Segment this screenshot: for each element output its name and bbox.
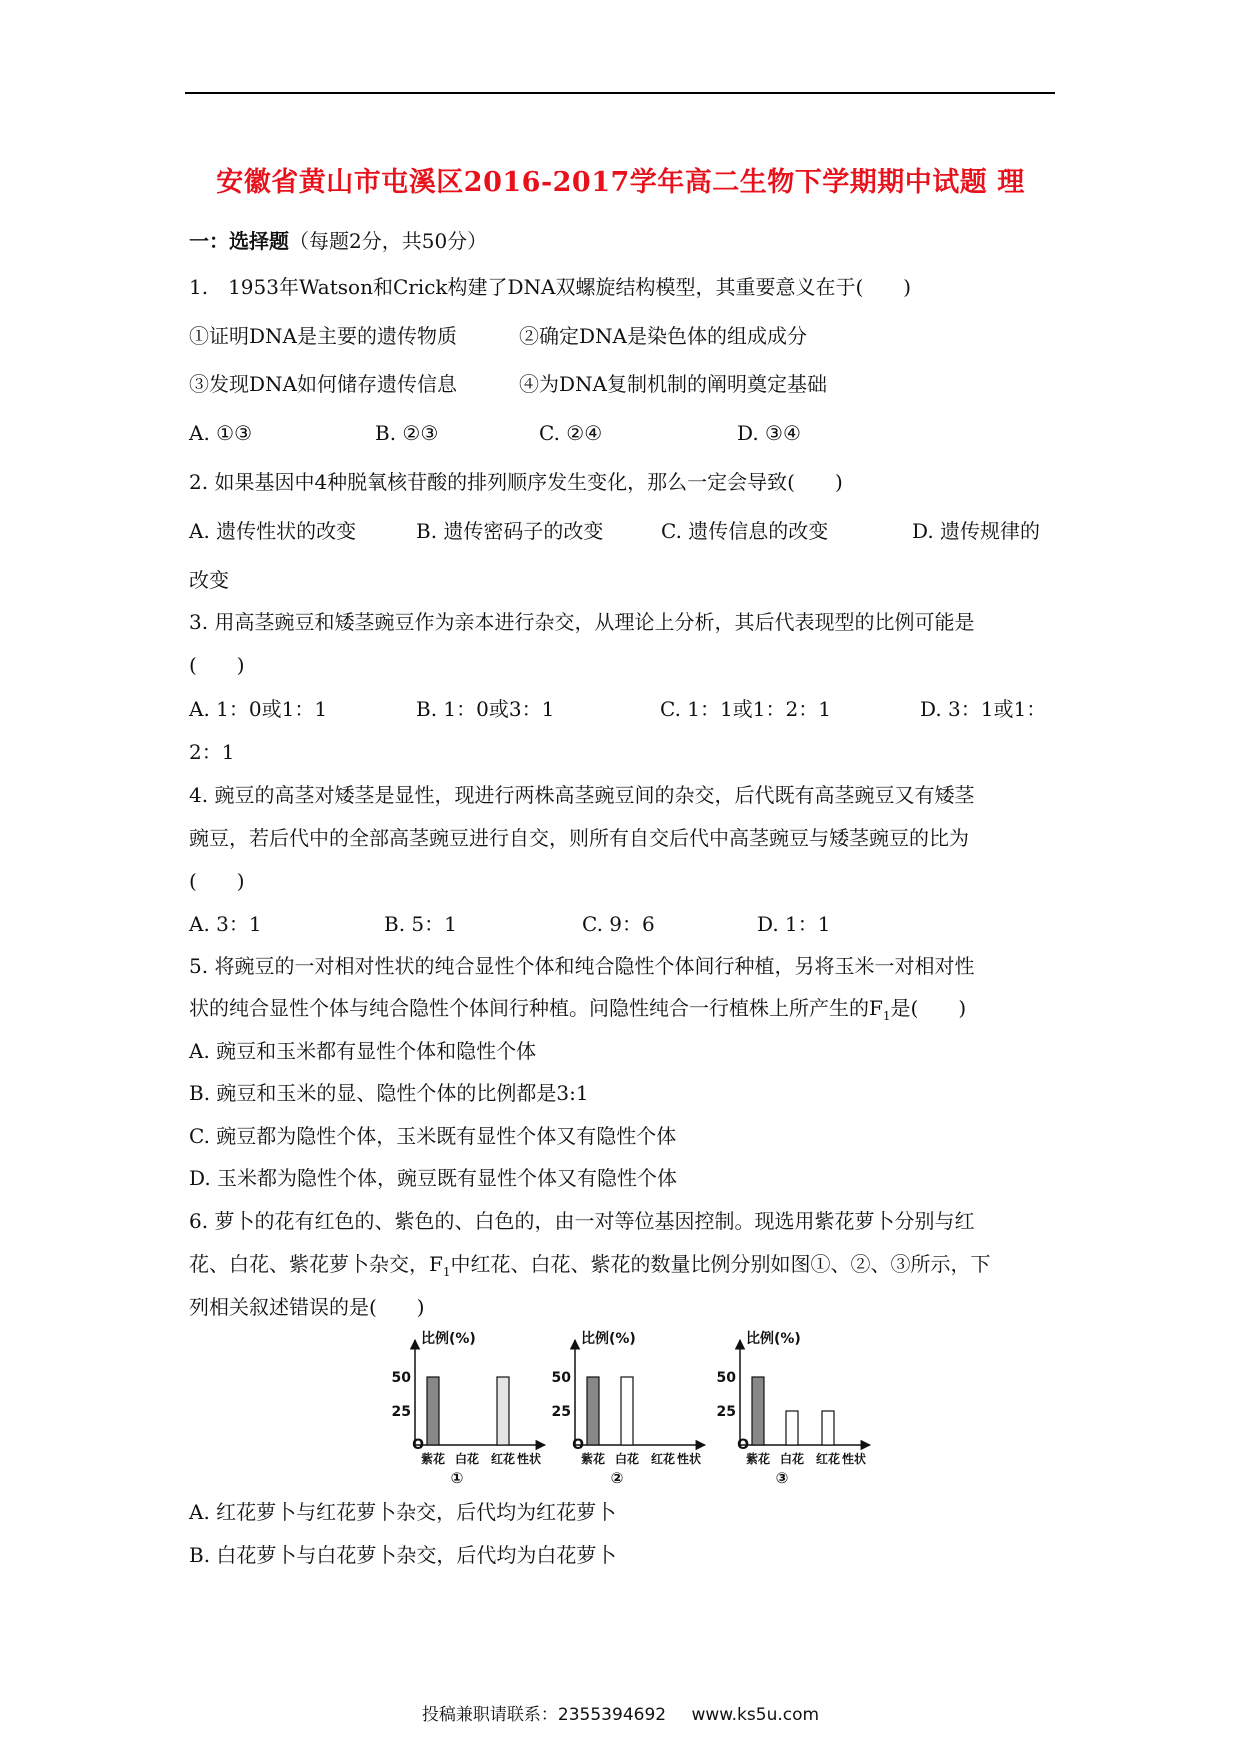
header-rule	[185, 92, 1055, 94]
q1-statement-4: ④为DNA复制机制的阐明奠定基础	[519, 372, 827, 396]
chart-x-label: 性状	[516, 1452, 542, 1466]
q4-option-c: C. 9：6	[582, 912, 655, 936]
q5-option-c: C. 豌豆都为隐性个体，玉米既有显性个体又有隐性个体	[189, 1124, 677, 1148]
chart-y-tick-label: 25	[716, 1404, 736, 1420]
chart-origin-label: O	[412, 1437, 424, 1453]
chart-x-tick-label: 紫花	[745, 1452, 771, 1466]
chart-y-label: 比例(%)	[421, 1331, 476, 1347]
q4-stem: 4. 豌豆的高茎对矮茎是显性，现进行两株高茎豌豆间的杂交，后代既有高茎豌豆又有矮茎	[189, 783, 975, 807]
q5-stem-cont	[189, 998, 966, 1022]
section-heading	[189, 231, 487, 251]
q3-stem: 3. 用高茎豌豆和矮茎豌豆作为亲本进行杂交，从理论上分析，其后代表现型的比例可能是	[189, 610, 975, 634]
chart-bar	[786, 1411, 798, 1445]
q3-option-d-cont: 2：1	[189, 740, 235, 764]
q1-option-d: D. ③④	[737, 421, 801, 445]
q2-option-a: A. 遗传性状的改变	[189, 519, 357, 543]
chart-x-label: 性状	[841, 1452, 867, 1466]
chart-x-tick-label: 白花	[454, 1452, 480, 1466]
q1-statement-3: ③发现DNA如何储存遗传信息	[189, 372, 457, 396]
chart-y-label: 比例(%)	[581, 1331, 636, 1347]
q2-option-d: D. 遗传规律的	[912, 519, 1041, 543]
chart-x-label: 性状	[676, 1452, 702, 1466]
section-head: 一：选择题	[189, 229, 289, 253]
chart-caption: ②	[610, 1469, 624, 1487]
chart-bar	[497, 1377, 509, 1445]
q2-stem: 2. 如果基因中4种脱氧核苷酸的排列顺序发生变化，那么一定会导致( )	[189, 470, 843, 494]
chart-y-tick-label: 50	[391, 1370, 411, 1386]
q1-statement-1: ①证明DNA是主要的遗传物质	[189, 324, 457, 348]
q1-statement-2: ②确定DNA是染色体的组成成分	[519, 324, 807, 348]
chart-y-tick-label: 50	[551, 1370, 571, 1386]
q5-option-b: B. 豌豆和玉米的显、隐性个体的比例都是3:1	[189, 1081, 589, 1105]
q2-option-c: C. 遗传信息的改变	[661, 519, 829, 543]
q3-option-d: D. 3：1或1：	[920, 697, 1047, 721]
q6-option-a: A. 红花萝卜与红花萝卜杂交，后代均为红花萝卜	[189, 1500, 617, 1524]
q5-stem-cont-end: 是( )	[890, 996, 967, 1020]
q6-stem: 6. 萝卜的花有红色的、紫色的、白色的，由一对等位基因控制。现选用紫花萝卜分别与红	[189, 1209, 975, 1233]
q1-option-a: A. ①③	[189, 421, 253, 445]
chart-caption: ①	[450, 1469, 464, 1487]
chart-x-tick-label: 红花	[490, 1452, 516, 1466]
q5-option-d: D. 玉米都为隐性个体，豌豆既有显性个体又有隐性个体	[189, 1166, 678, 1190]
q4-option-a: A. 3：1	[189, 912, 262, 936]
q4-stem-cont: 豌豆，若后代中的全部高茎豌豆进行自交，则所有自交后代中高茎豌豆与矮茎豌豆的比为	[189, 826, 969, 850]
q4-option-d: D. 1：1	[757, 912, 831, 936]
q4-stem-cont-2: ( )	[189, 869, 245, 893]
q3-option-c: C. 1：1或1：2：1	[660, 697, 831, 721]
q5-subscript: 1	[882, 1009, 891, 1023]
chart-bar	[752, 1377, 764, 1445]
q6-subscript: 1	[442, 1265, 451, 1279]
q1-option-b: B. ②③	[375, 421, 439, 445]
q4-option-b: B. 5：1	[384, 912, 457, 936]
chart-x-tick-label: 红花	[650, 1452, 676, 1466]
q2-option-d-cont: 改变	[189, 568, 229, 592]
q6-stem-cont-text: 花、白花、紫花萝卜杂交，F	[189, 1252, 443, 1276]
chart-y-tick-label: 25	[391, 1404, 411, 1420]
q5-stem-cont-text: 状的纯合显性个体与纯合隐性个体间行种植。问隐性纯合一行植株上所产生的F	[189, 996, 883, 1020]
q5-option-a: A. 豌豆和玉米都有显性个体和隐性个体	[189, 1039, 537, 1063]
chart-x-tick-label: 紫花	[420, 1452, 446, 1466]
q6-stem-cont-2: 列相关叙述错误的是( )	[189, 1295, 425, 1319]
chart-y-tick-label: 50	[716, 1370, 736, 1386]
footer-contact: 投稿兼职请联系：2355394692	[421, 1705, 667, 1725]
chart-origin-label: O	[572, 1437, 584, 1453]
page-footer	[0, 1700, 1241, 1725]
chart-x-tick-label: 白花	[779, 1452, 805, 1466]
ratio-bar-charts	[391, 1325, 895, 1487]
q3-option-b: B. 1：0或3：1	[416, 697, 555, 721]
chart-y-tick-label: 25	[551, 1404, 571, 1420]
q6-stem-cont-end: 中红花、白花、紫花的数量比例分别如图①、②、③所示，下	[450, 1252, 991, 1276]
q1-option-c: C. ②④	[539, 421, 603, 445]
section-note: （每题2分，共50分）	[289, 229, 488, 253]
q3-stem-cont: ( )	[189, 653, 245, 677]
q2-option-b: B. 遗传密码子的改变	[416, 519, 604, 543]
chart-bar	[621, 1377, 633, 1445]
q3-option-a: A. 1：0或1：1	[189, 697, 328, 721]
chart-bar	[587, 1377, 599, 1445]
chart-bar	[427, 1377, 439, 1445]
footer-site: www.ks5u.com	[691, 1705, 820, 1725]
chart-x-tick-label: 红花	[815, 1452, 841, 1466]
q6-stem-cont	[189, 1254, 991, 1278]
chart-x-tick-label: 紫花	[580, 1452, 606, 1466]
page-title: 安徽省黄山市屯溪区2016-2017学年高二生物下学期期中试题 理	[216, 167, 1025, 198]
q1-stem: 1. 1953年Watson和Crick构建了DNA双螺旋结构模型，其重要意义在于( )	[189, 275, 912, 299]
chart-caption: ③	[775, 1469, 789, 1487]
chart-origin-label: O	[737, 1437, 749, 1453]
chart-bar	[822, 1411, 834, 1445]
q6-option-b: B. 白花萝卜与白花萝卜杂交，后代均为白花萝卜	[189, 1543, 617, 1567]
chart-y-label: 比例(%)	[746, 1331, 801, 1347]
chart-x-tick-label: 白花	[614, 1452, 640, 1466]
q5-stem: 5. 将豌豆的一对相对性状的纯合显性个体和纯合隐性个体间行种植，另将玉米一对相对性	[189, 954, 975, 978]
